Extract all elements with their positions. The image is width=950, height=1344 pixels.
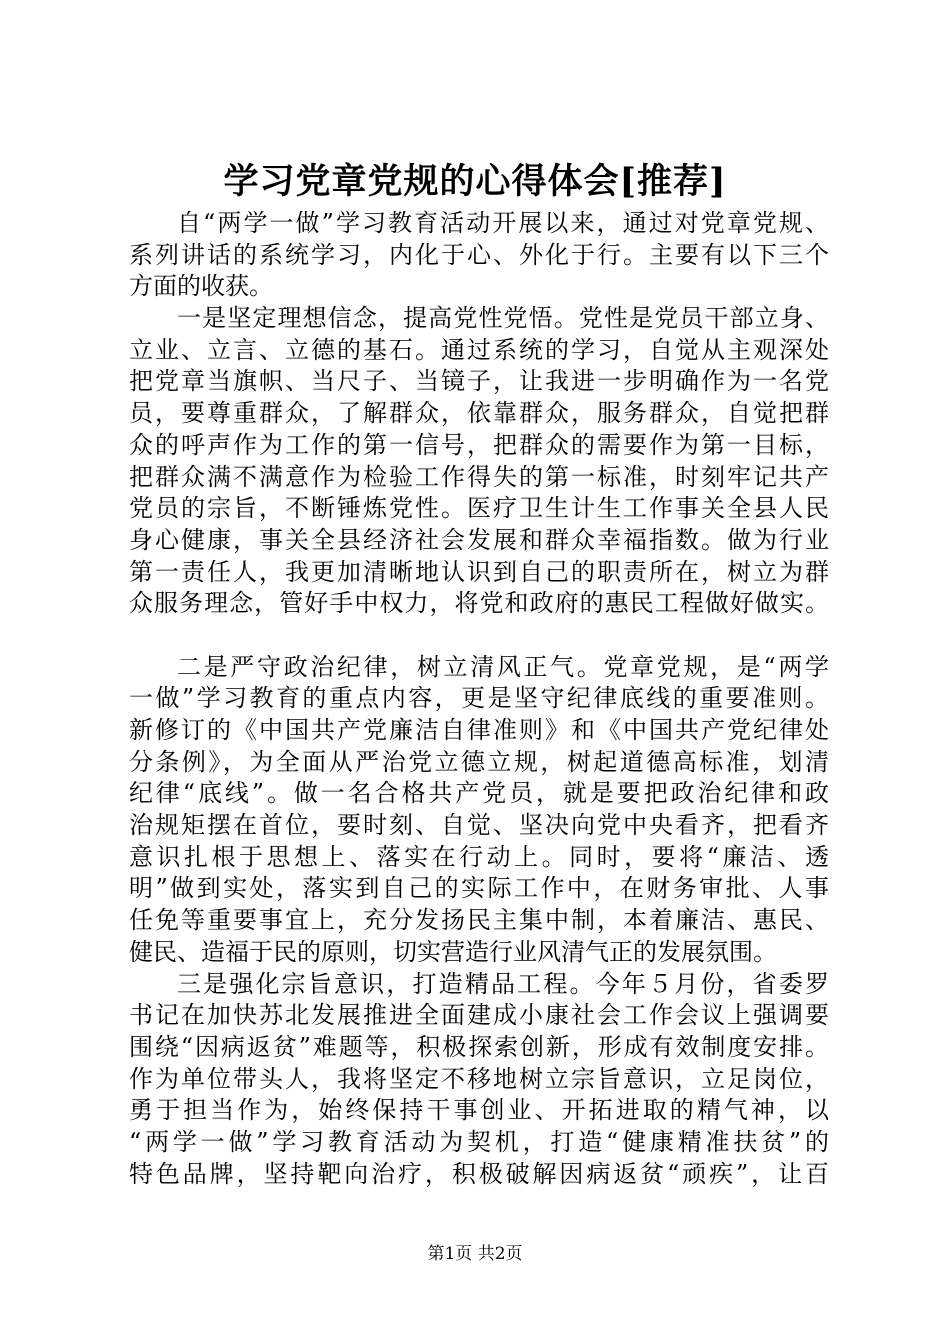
text-line: 新修订的《中国共产党廉洁自律准则》和《中国共产党纪律处 — [129, 716, 829, 744]
text-line: 分条例》，为全面从严治党立德立规，树起道德高标准，划清 — [129, 747, 829, 776]
text-line: 纪律“底线”。做一名合格共产党员，就是要把政治纪律和政 — [129, 779, 829, 808]
text-line: 一做”学习教育的重点内容，更是坚守纪律底线的重要准则。 — [129, 684, 829, 713]
text-line: 特色品牌，坚持靶向治疗，积极破解因病返贫“顽疾”，让百 — [129, 1159, 829, 1188]
text-line: 一是坚定理想信念，提高党性党悟。党性是党员干部立身、 — [177, 304, 829, 333]
text-line: 治规矩摆在首位，要时刻、自觉、坚决向党中央看齐，把看齐 — [129, 811, 829, 840]
document-title: 学习党章党规的心得体会[推荐] — [223, 161, 727, 202]
text-line: 自“两学一做”学习教育活动开展以来，通过对党章党规、 — [177, 209, 829, 237]
text-line: 把群众满不满意作为检验工作得失的第一标准，时刻牢记共产 — [129, 462, 829, 491]
text-line: 围绕“因病返贫”难题等，积极探索创新，形成有效制度安排。 — [129, 1032, 829, 1061]
document-body — [129, 208, 829, 1190]
text-line: 党员的宗旨，不断锤炼党性。医疗卫生计生工作事关全县人民 — [129, 494, 829, 523]
text-line: 员，要尊重群众，了解群众，依靠群众，服务群众，自觉把群 — [129, 399, 829, 428]
text-line: 作为单位带头人，我将坚定不移地树立宗旨意识，立足岗位， — [129, 1064, 829, 1093]
text-line: 二是严守政治纪律，树立清风正气。党章党规，是“两学 — [177, 652, 829, 681]
text-line: 明”做到实处，落实到自己的实际工作中，在财务审批、人事 — [129, 874, 829, 903]
text-line: 三是强化宗旨意识，打造精品工程。今年５月份，省委罗 — [177, 969, 829, 998]
page-footer: 第1页 共2页 — [427, 1244, 523, 1264]
paragraph-spacer — [129, 620, 829, 652]
text-line: 众的呼声作为工作的第一信号，把群众的需要作为第一目标， — [129, 430, 829, 459]
text-line: “两学一做”学习教育活动为契机，打造“健康精准扶贫”的 — [129, 1127, 829, 1156]
text-line: 勇于担当作为，始终保持干事创业、开拓进取的精气神，以 — [129, 1096, 829, 1125]
text-line: 书记在加快苏北发展推进全面建成小康社会工作会议上强调要 — [129, 1001, 829, 1030]
text-line: 第一责任人，我更加清晰地认识到自己的职责所在，树立为群 — [129, 557, 829, 586]
text-line: 身心健康，事关全县经济社会发展和群众幸福指数。做为行业 — [129, 525, 829, 554]
text-line: 任免等重要事宜上，充分发扬民主集中制，本着廉洁、惠民、 — [129, 906, 829, 935]
text-line: 立业、立言、立德的基石。通过系统的学习，自觉从主观深处 — [129, 335, 829, 364]
text-line: 健民、造福于民的原则，切实营造行业风清气正的发展氛围。 — [129, 937, 777, 966]
text-line: 方面的收获。 — [129, 272, 273, 301]
text-line: 意识扎根于思想上、落实在行动上。同时，要将“廉洁、透 — [129, 842, 829, 871]
text-line: 把党章当旗帜、当尺子、当镜子，让我进一步明确作为一名党 — [129, 367, 829, 396]
text-line: 系列讲话的系统学习，内化于心、外化于行。主要有以下三个 — [129, 240, 829, 269]
text-line: 众服务理念，管好手中权力，将党和政府的惠民工程做好做实。 — [129, 589, 829, 618]
